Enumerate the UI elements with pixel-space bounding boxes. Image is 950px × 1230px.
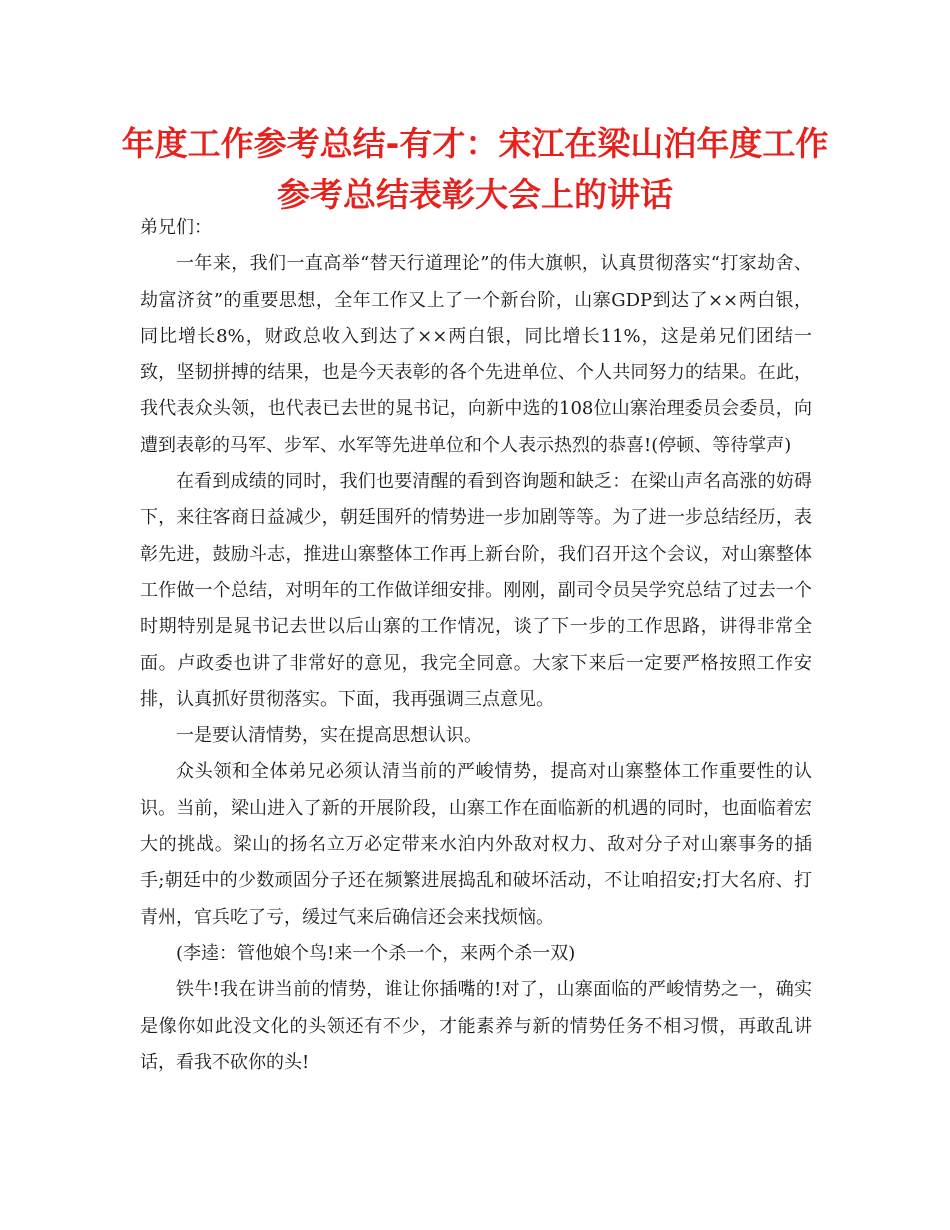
document-body xyxy=(140,210,812,1081)
paragraph-problems: 在看到成绩的同时，我们也要清醒的看到咨询题和缺乏：在梁山声名高涨的妨碍下，来往客商日益减少，朝廷围歼的情势进一步加剧等等。为了进一步总结经历，表彰先进，鼓励斗志，推进山寨整体工作再上新台阶，我们召开这个会议，对山寨整体工作做一个总结，对明年的工作做详细安排。刚刚，副司令员吴学究总结了过去一个时期特别是晁书记去世以后山寨的工作情况，谈了下一步的工作思路，讲得非常全面。卢政委也讲了非常好的意见，我完全同意。大家下来后一定要严格按照工作安排，认真抓好贯彻落实。下面，我再强调三点意见。 xyxy=(140,471,812,710)
paragraph-situation: 众头领和全体弟兄必须认清当前的严峻情势，提高对山寨整体工作重要性的认识。当前，梁山进入了新的开展阶段，山寨工作在面临新的机遇的同时，也面临着宏大的挑战。梁山的扬名立万必定带来水泊内外敌对权力、敌对分子对山寨事务的插手;朝廷中的少数顽固分子还在频繁进展捣乱和破坏活动，不让咱招安;打大名府、打青州，官兵吃了亏，缓过气来后确信还会来找烦恼。 xyxy=(140,761,813,928)
paragraph-response: 铁牛!我在讲当前的情势，谁让你插嘴的!对了，山寨面临的严峻情势之一，确实是像你如此没文化的头领还有不少，才能素养与新的情势任务不相习惯，再敢乱讲话，看我不砍你的头! xyxy=(140,979,812,1073)
document-title: 年度工作参考总结-有才：宋江在梁山泊年度工作参考总结表彰大会上的讲话 xyxy=(121,124,829,214)
salutation: 弟兄们： xyxy=(140,217,212,238)
paragraph-achievements: 一年来，我们一直高举“替天行道理论”的伟大旗帜，认真贯彻落实“打家劫舍、劫富济贫”的重要思想，全年工作又上了一个新台阶，山寨GDP到达了××两白银，同比增长8%，财政总收入到达了××两白银，同比增长11%，这是弟兄们团结一致，坚韧拼搏的结果，也是今天表彰的各个先进单位、个人共同努力的结果。在此，我代表众头领，也代表已去世的晁书记，向新中选的108位山寨治理委员会委员，向遭到表彰的马军、步军、水军等先进单位和个人表示热烈的恭喜!(停顿、等待掌声) xyxy=(140,253,812,456)
paragraph-interjection: (李逵：管他娘个鸟!来一个杀一个，来两个杀一双) xyxy=(176,942,576,964)
paragraph-point-one: 一是要认清情势，实在提高思想认识。 xyxy=(176,725,482,747)
